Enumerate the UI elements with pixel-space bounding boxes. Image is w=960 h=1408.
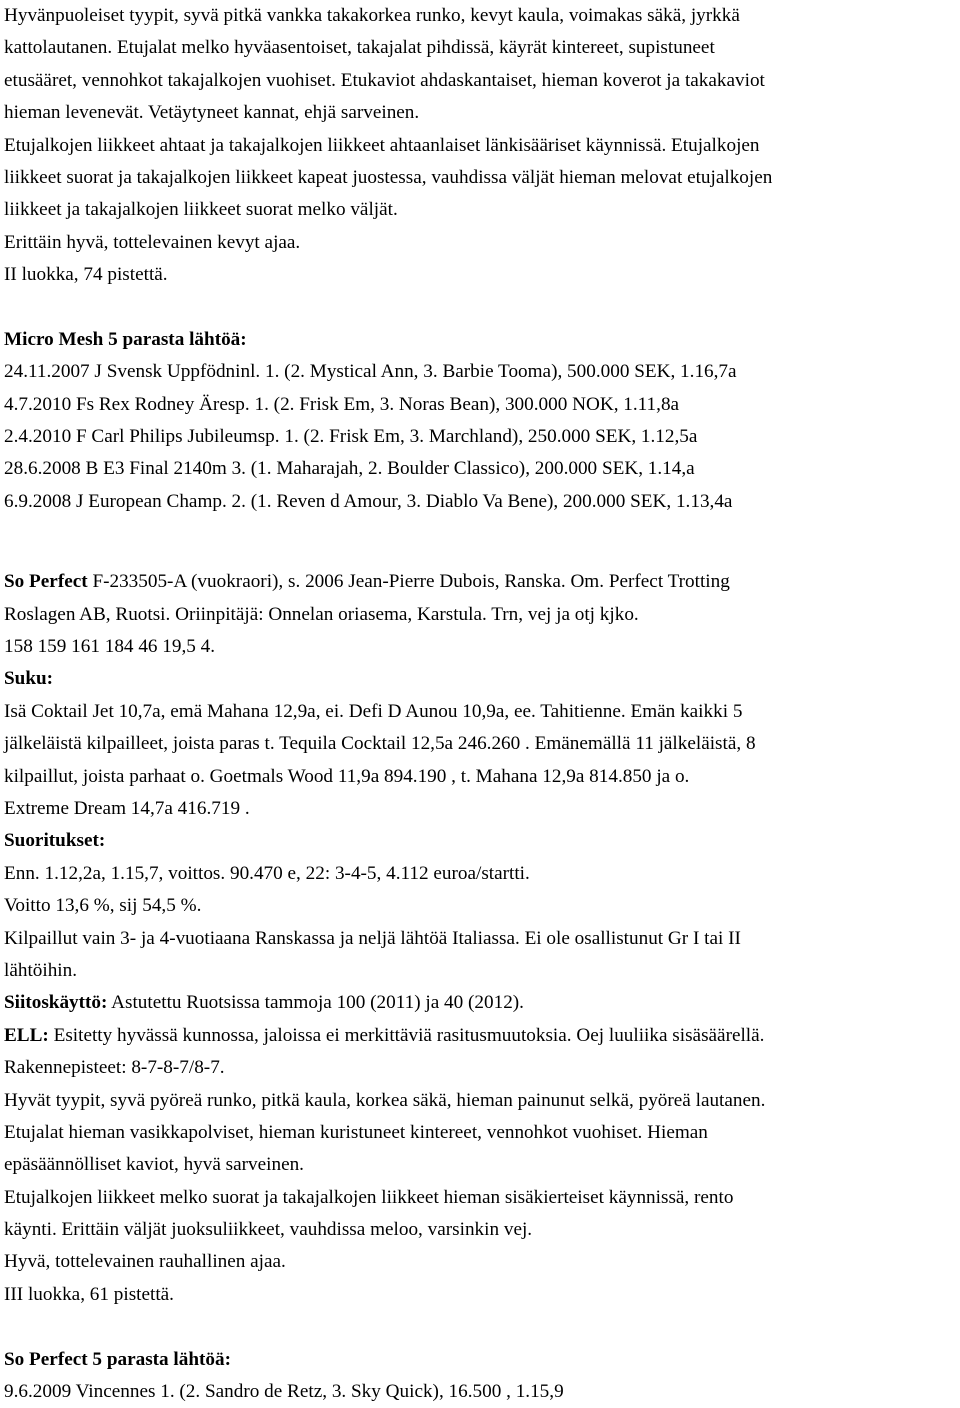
text-line: Kilpaillut vain 3- ja 4-vuotiaana Ranskassa ja neljä lähtöä Italiassa. Ei ole osallistunut Gr I tai II (4, 927, 741, 949)
micro-mesh-evaluation (4, 0, 956, 292)
text-line: liikkeet ja takajalkojen liikkeet suorat melko väljät. (4, 199, 398, 221)
text-line: liikkeet suorat ja takajalkojen liikkeet kapeat juostessa, vauhdissa väljät hieman melovat etujalkojen (4, 166, 773, 188)
text-line: hieman levenevät. Vetäytyneet kannat, ehjä sarveinen. (4, 102, 420, 124)
text-line: Enn. 1.12,2a, 1.15,7, voittos. 90.470 e, 22: 3-4-5, 4.112 euroa/startti. (4, 862, 530, 884)
text-line: epäsäännölliset kaviot, hyvä sarveinen. (4, 1154, 304, 1176)
siitos-line (4, 987, 956, 1019)
so-perfect-section (4, 566, 956, 1408)
text-line: III luokka, 61 pistettä. (4, 1283, 174, 1305)
start-entry: 2.4.2010 F Carl Philips Jubileumsp. 1. (2. Frisk Em, 3. Marchland), 250.000 SEK, 1.12,5a (4, 426, 698, 448)
section-heading: So Perfect 5 parasta lähtöä: (4, 1348, 231, 1370)
horse-intro (4, 566, 956, 598)
spacer (4, 518, 956, 566)
text-line: Erittäin hyvä, tottelevainen kevyt ajaa. (4, 231, 301, 253)
text-line: etusääret, vennohkot takajalkojen vuohiset. Etukaviot ahdaskantaiset, hieman koverot ja takakaviot (4, 69, 765, 91)
text-line: Rakennepisteet: 8-7-8-7/8-7. (4, 1057, 225, 1079)
text-line: Etujalkojen liikkeet ahtaat ja takajalkojen liikkeet ahtaanlaiset länkisääriset käynnissä. Etujalkojen (4, 134, 760, 156)
section-heading: Micro Mesh 5 parasta lähtöä: (4, 328, 247, 350)
siitos-label: Siitoskäyttö: (4, 992, 108, 1014)
spacer (4, 292, 956, 324)
text-line: jälkeläistä kilpailleet, joista paras t. Tequila Cocktail 12,5a 246.260 . Emänemällä 11 jälkeläistä, 8 (4, 733, 756, 755)
text-line: Etujalat hieman vasikkapolviset, hieman kuristuneet kintereet, vennohkot vuohiset. Hieman (4, 1121, 708, 1143)
ell-text: Esitetty hyvässä kunnossa, jaloissa ei merkittäviä rasitusmuutoksia. Oej luuliika sisäsäärellä. (48, 1024, 765, 1046)
text-line: Hyvänpuoleiset tyypit, syvä pitkä vankka takakorkea runko, kevyt kaula, voimakas säkä, jyrkkä (4, 5, 740, 26)
ell-line (4, 1020, 956, 1052)
start-entry: 24.11.2007 J Svensk Uppfödninl. 1. (2. Mystical Ann, 3. Barbie Tooma), 500.000 SEK, 1.16,7a (4, 361, 737, 383)
start-entry: 4.7.2010 Fs Rex Rodney Äresp. 1. (2. Frisk Em, 3. Noras Bean), 300.000 NOK, 1.11,8a (4, 393, 680, 415)
measurements: 158 159 161 184 46 19,5 4. (4, 636, 216, 658)
text-line: kattolautanen. Etujalat melko hyväasentoiset, takajalat pihdissä, käyrät kintereet, supistuneet (4, 37, 715, 59)
horse-intro-text: F-233505-A (vuokraori), s. 2006 Jean-Pierre Dubois, Ranska. Om. Perfect Trotting (87, 571, 730, 593)
text-line: kilpaillut, joista parhaat o. Goetmals Wood 11,9a 894.190 , t. Mahana 12,9a 814.850 ja o. (4, 765, 690, 787)
siitos-text: Astutettu Ruotsissa tammoja 100 (2011) ja 40 (2012). (107, 992, 524, 1014)
text-line: Voitto 13,6 %, sij 54,5 %. (4, 895, 202, 917)
text-line: Hyvät tyypit, syvä pyöreä runko, pitkä kaula, korkea säkä, hieman painunut selkä, pyöreä lautanen. (4, 1089, 766, 1111)
text-line: lähtöihin. (4, 959, 78, 981)
text-line: Etujalkojen liikkeet melko suorat ja takajalkojen liikkeet hieman sisäkierteiset käynnissä, rento (4, 1186, 734, 1208)
text-line: Extreme Dream 14,7a 416.719 . (4, 797, 250, 819)
text-line: käynti. Erittäin väljät juoksuliikkeet, vauhdissa meloo, varsinkin vej. (4, 1219, 533, 1241)
start-entry: 6.9.2008 J European Champ. 2. (1. Reven d Amour, 3. Diablo Va Bene), 200.000 SEK, 1.13,4a (4, 490, 733, 512)
micro-mesh-best-starts (4, 324, 956, 518)
text-line: Isä Coktail Jet 10,7a, emä Mahana 12,9a, ei. Defi D Aunou 10,9a, ee. Tahitienne. Emän kaikki 5 (4, 700, 743, 722)
horse-name: So Perfect (4, 571, 88, 593)
ell-label: ELL: (4, 1024, 49, 1046)
start-entry: 9.6.2009 Vincennes 1. (2. Sandro de Retz, 3. Sky Quick), 16.500 , 1.15,9 (4, 1381, 564, 1403)
section-heading: Suku: (4, 668, 54, 690)
text-line: Roslagen AB, Ruotsi. Oriinpitäjä: Onnelan oriasema, Karstula. Trn, vej ja otj kjko. (4, 603, 639, 625)
section-heading: Suoritukset: (4, 830, 106, 852)
text-line: II luokka, 74 pistettä. (4, 264, 168, 286)
text-line: Hyvä, tottelevainen rauhallinen ajaa. (4, 1251, 286, 1273)
start-entry: 28.6.2008 B E3 Final 2140m 3. (1. Maharajah, 2. Boulder Classico), 200.000 SEK, 1.14,a (4, 458, 695, 480)
spacer (4, 1311, 956, 1343)
